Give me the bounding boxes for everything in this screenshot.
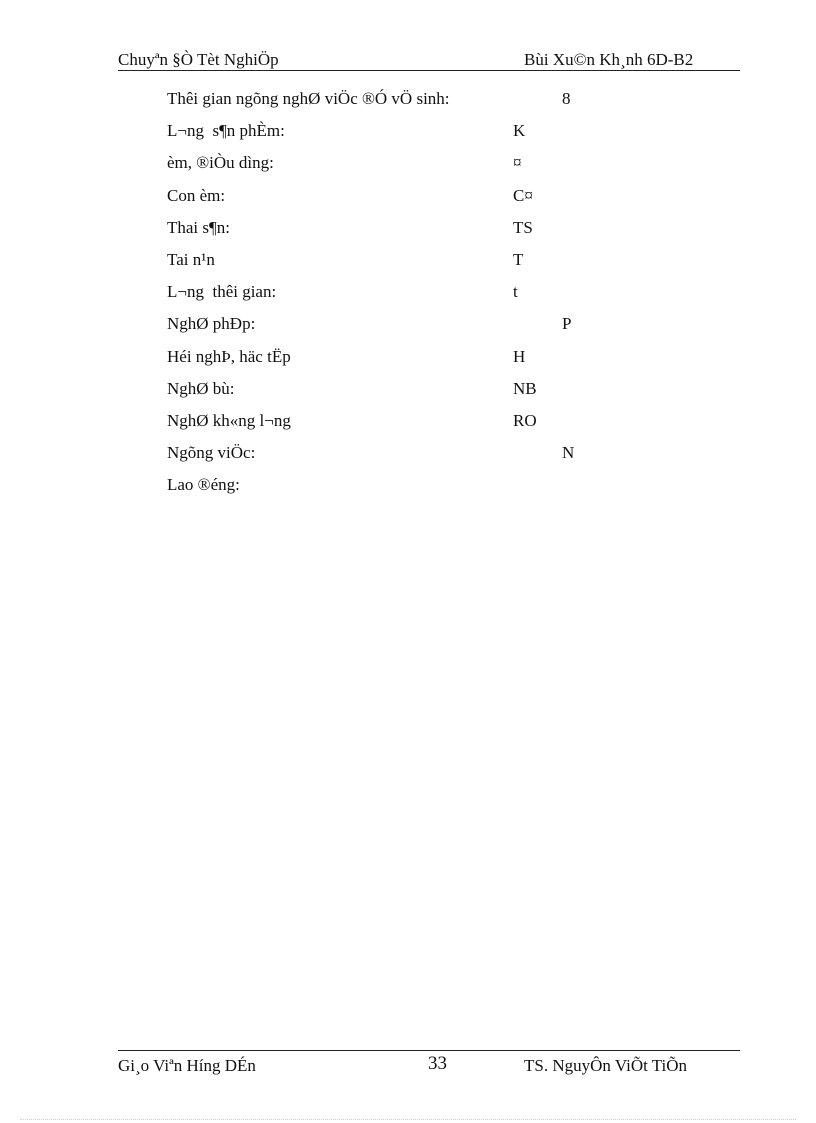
legend-code: K [513, 121, 526, 141]
legend-code: TS [513, 217, 533, 237]
page-edge-divider [20, 1119, 796, 1120]
legend-label: L¬ng thêi gian: [167, 282, 277, 302]
legend-row [167, 442, 627, 474]
legend-label: L¬ng s¶n phÈm: [167, 121, 285, 141]
legend-code: C¤ [513, 185, 533, 205]
page-footer [118, 1050, 740, 1077]
legend-label: Tai n¹n [167, 249, 215, 269]
legend-row [167, 346, 627, 378]
legend-code: ¤ [513, 153, 522, 173]
legend-row [167, 217, 627, 249]
legend-row [167, 249, 627, 281]
legend-row [167, 152, 627, 184]
legend-code: T [513, 249, 524, 269]
legend-row [167, 474, 627, 506]
header-title: Chuyªn §Ò Tèt NghiÖp [118, 50, 279, 69]
legend-row [167, 410, 627, 442]
legend-label: NghØ kh«ng l¬ng [167, 410, 291, 430]
legend-label: Ngõng viÖc: [167, 443, 256, 463]
legend-code: RO [513, 410, 537, 430]
page-number: 33 [428, 1053, 447, 1074]
legend-row [167, 185, 627, 217]
legend-label: Héi nghÞ, häc tËp [167, 346, 291, 366]
page-header [118, 50, 740, 71]
legend-code: 8 [562, 89, 571, 108]
legend-code: NB [513, 378, 537, 398]
footer-advisor-name: TS. NguyÔn ViÕt TiÕn [524, 1056, 688, 1075]
legend-code: N [562, 443, 575, 463]
legend-row [167, 120, 627, 152]
header-author: Bùi Xu©n Kh¸nh 6D-B2 [524, 50, 694, 69]
legend-row [167, 313, 627, 345]
legend-label: Con èm: [167, 185, 226, 205]
legend-row [167, 88, 627, 120]
legend-label: Lao ®éng: [167, 475, 240, 495]
legend-list [167, 88, 627, 506]
legend-label: èm, ®iÒu dìng: [167, 153, 274, 173]
legend-label: NghØ phÐp: [167, 314, 256, 334]
legend-code: P [562, 314, 572, 334]
legend-label: Thai s¶n: [167, 217, 230, 237]
footer-advisor-label: Gi¸o Viªn Híng DÉn [118, 1056, 256, 1075]
legend-code: t [513, 282, 518, 302]
legend-label: NghØ bù: [167, 378, 235, 398]
legend-row [167, 281, 627, 313]
legend-row [167, 378, 627, 410]
legend-code: H [513, 346, 526, 366]
legend-label: Thêi gian ngõng nghØ viÖc ®Ó vÖ sinh: [167, 89, 450, 108]
